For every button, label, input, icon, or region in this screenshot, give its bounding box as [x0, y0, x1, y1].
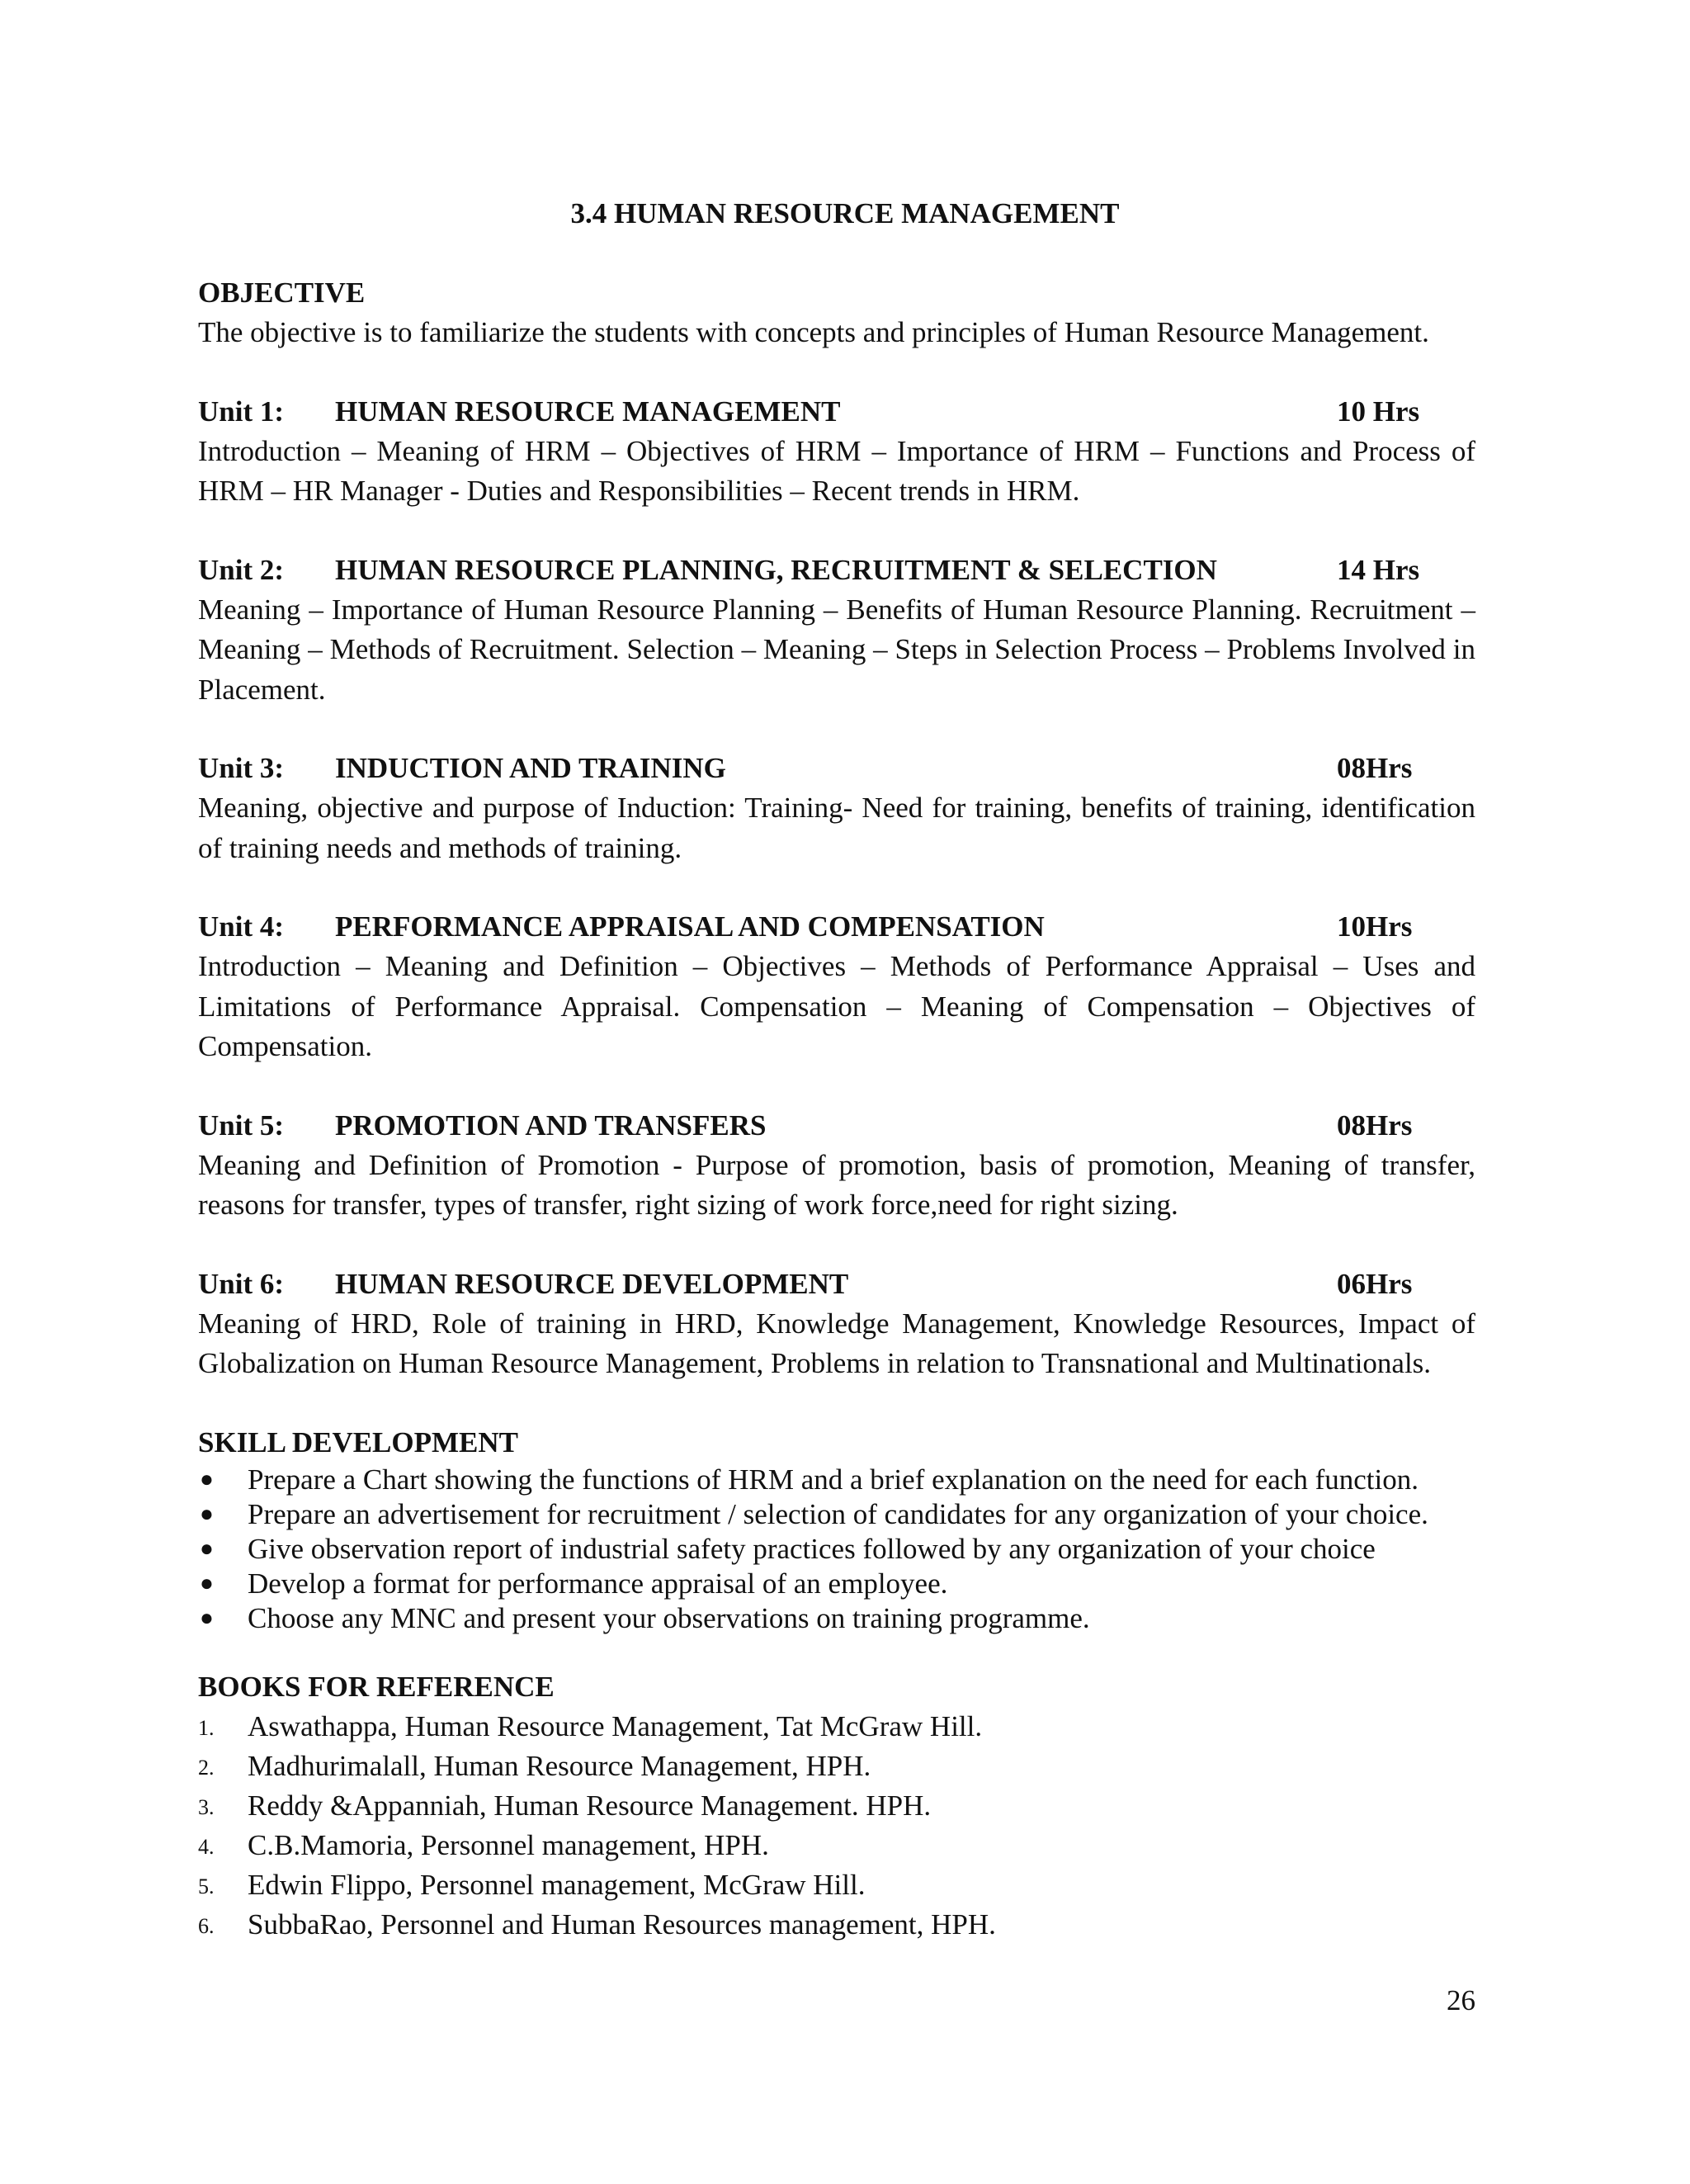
unit-number: Unit 6:	[198, 1267, 285, 1300]
list-item-text: Choose any MNC and present your observations on training programme.	[248, 1601, 1090, 1634]
unit-description: Meaning – Importance of Human Resource Planning – Benefits of Human Resource Planning. Recruitment – Meaning – Methods of Recruitment. Selection – Meaning – Steps in Selection Process – Problems Involved in Placement.	[198, 593, 1475, 706]
unit-description: Meaning of HRD, Role of training in HRD, Knowledge Management, Knowledge Resources, Impact of Globalization on Human Resource Management, Problems in relation to Transnational and Multinationals.	[198, 1307, 1475, 1379]
unit-2-section	[198, 551, 1475, 711]
unit-header	[198, 1265, 1475, 1304]
objective-heading: OBJECTIVE	[198, 277, 366, 309]
unit-description: Meaning and Definition of Promotion - Purpose of promotion, basis of promotion, Meaning of transfer, reasons for transfer, types of transfer, right sizing of work force,need for right sizing.	[198, 1148, 1475, 1221]
list-item-text: Edwin Flippo, Personnel management, McGraw Hill.	[248, 1868, 866, 1901]
unit-4-section	[198, 907, 1475, 1067]
unit-description: Meaning, objective and purpose of Induction: Training- Need for training, benefits of training, identification of training needs and methods of training.	[198, 792, 1475, 864]
unit-title: PROMOTION AND TRANSFERS	[335, 1109, 767, 1142]
unit-hours: 06Hrs	[1337, 1267, 1413, 1300]
list-item	[198, 1786, 1475, 1826]
list-item	[198, 1865, 1475, 1905]
unit-title: INDUCTION AND TRAINING	[335, 752, 726, 784]
books-heading: BOOKS FOR REFERENCE	[198, 1670, 555, 1703]
skill-development-heading: SKILL DEVELOPMENT	[198, 1425, 519, 1458]
bullet-icon: ●	[200, 1535, 214, 1562]
list-item-number: 2.	[198, 1755, 215, 1780]
unit-number: Unit 2:	[198, 553, 285, 586]
unit-1-section	[198, 392, 1475, 512]
list-item	[198, 1463, 1475, 1497]
unit-header	[198, 551, 1475, 590]
unit-header	[198, 907, 1475, 947]
unit-hours: 10Hrs	[1337, 910, 1413, 943]
unit-hours: 08Hrs	[1337, 752, 1413, 784]
list-item	[198, 1707, 1475, 1747]
unit-title: HUMAN RESOURCE PLANNING, RECRUITMENT & SELECTION	[335, 553, 1217, 586]
unit-5-section	[198, 1106, 1475, 1226]
objective-text: The objective is to familiarize the students with concepts and principles of Human Resource Management.	[198, 316, 1429, 348]
unit-3-section	[198, 749, 1475, 868]
list-item-number: 1.	[198, 1715, 215, 1740]
bullet-icon: ●	[200, 1466, 214, 1492]
page-content	[198, 194, 1475, 1945]
unit-number: Unit 1:	[198, 395, 285, 428]
list-item-number: 4.	[198, 1834, 215, 1859]
bullet-icon: ●	[200, 1570, 214, 1596]
bullet-icon: ●	[200, 1501, 214, 1527]
list-item-text: Reddy &Appanniah, Human Resource Management. HPH.	[248, 1789, 932, 1822]
list-item-text: Develop a format for performance appraisal of an employee.	[248, 1567, 948, 1600]
page-number: 26	[1447, 1984, 1475, 2016]
unit-title: PERFORMANCE APPRAISAL AND COMPENSATION	[335, 910, 1045, 943]
list-item	[198, 1497, 1475, 1532]
list-item	[198, 1567, 1475, 1601]
unit-description: Introduction – Meaning and Definition – Objectives – Methods of Performance Appraisal – Uses and Limitations of Performance Appraisal. Compensation – Meaning of Compensation – Objectives of Compensation.	[198, 950, 1475, 1062]
skill-development-section	[198, 1423, 1475, 1636]
list-item-number: 5.	[198, 1874, 215, 1898]
list-item	[198, 1747, 1475, 1786]
list-item-text: SubbaRao, Personnel and Human Resources management, HPH.	[248, 1907, 996, 1941]
list-item-text: Prepare an advertisement for recruitment / selection of candidates for any organization of your choice.	[248, 1497, 1428, 1530]
list-item	[198, 1532, 1475, 1567]
list-item	[198, 1905, 1475, 1945]
unit-number: Unit 3:	[198, 752, 285, 784]
bullet-icon: ●	[200, 1605, 214, 1631]
list-item	[198, 1601, 1475, 1636]
unit-header	[198, 749, 1475, 788]
list-item-text: Aswathappa, Human Resource Management, Tat McGraw Hill.	[248, 1709, 983, 1742]
unit-title: HUMAN RESOURCE DEVELOPMENT	[335, 1267, 849, 1300]
list-item-text: Madhurimalall, Human Resource Management, HPH.	[248, 1749, 871, 1782]
unit-header	[198, 1106, 1475, 1146]
unit-6-section	[198, 1265, 1475, 1384]
unit-hours: 08Hrs	[1337, 1109, 1413, 1142]
unit-number: Unit 4:	[198, 910, 285, 943]
list-item-text: Give observation report of industrial safety practices followed by any organization of your choice	[248, 1532, 1376, 1565]
skill-development-list	[198, 1463, 1475, 1636]
unit-description: Introduction – Meaning of HRM – Objectives of HRM – Importance of HRM – Functions and Process of HRM – HR Manager - Duties and Responsibilities – Recent trends in HRM.	[198, 434, 1475, 507]
books-section	[198, 1667, 1475, 1945]
list-item-text: Prepare a Chart showing the functions of HRM and a brief explanation on the need for each function.	[248, 1463, 1419, 1496]
unit-header	[198, 392, 1475, 432]
objective-section	[198, 273, 1475, 353]
page-title: 3.4 HUMAN RESOURCE MANAGEMENT	[570, 197, 1120, 229]
unit-hours: 14 Hrs	[1337, 553, 1420, 586]
list-item	[198, 1826, 1475, 1865]
unit-title: HUMAN RESOURCE MANAGEMENT	[335, 395, 841, 428]
list-item-number: 3.	[198, 1794, 215, 1819]
list-item-number: 6.	[198, 1913, 215, 1938]
books-list	[198, 1707, 1475, 1945]
unit-hours: 10 Hrs	[1337, 395, 1420, 428]
list-item-text: C.B.Mamoria, Personnel management, HPH.	[248, 1828, 769, 1861]
unit-number: Unit 5:	[198, 1109, 285, 1142]
